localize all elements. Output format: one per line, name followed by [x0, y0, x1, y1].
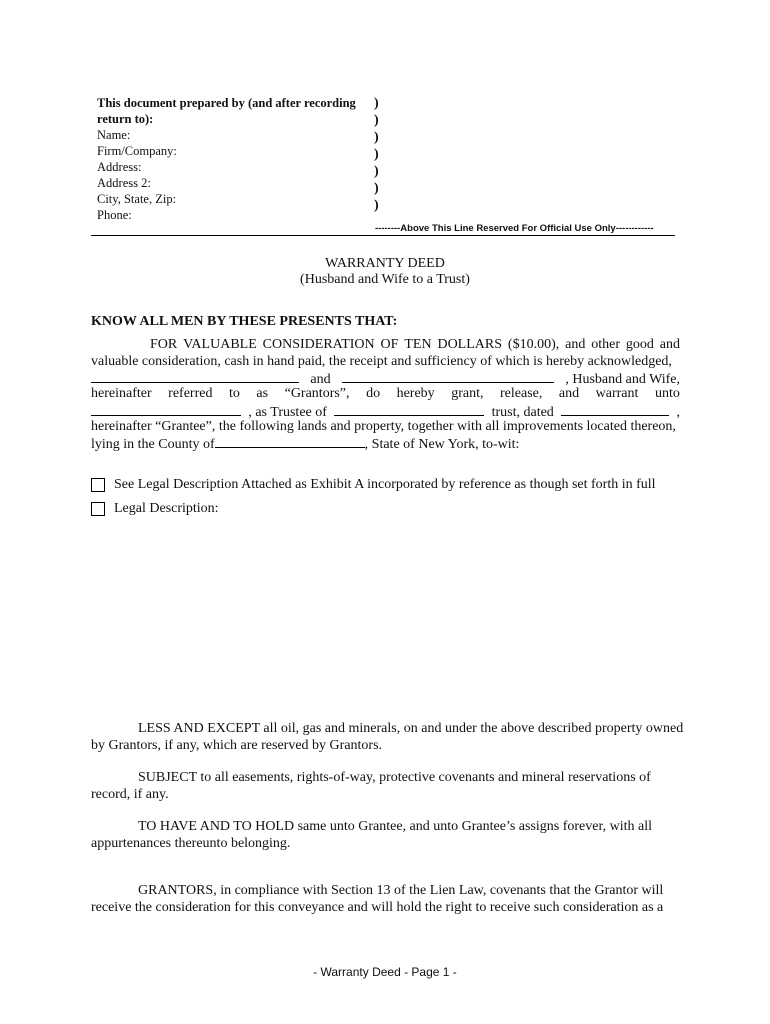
checkbox-row-legal-description: [91, 501, 219, 517]
word: CONSIDERATION: [262, 337, 375, 352]
prepared-by-line1: This document prepared by (and after recording: [97, 96, 356, 110]
document-title: WARRANTY DEED: [325, 256, 445, 271]
exhibit-a-label: See Legal Description Attached as Exhibit A incorporated by reference as though set forth in full: [114, 477, 656, 492]
paren: ): [374, 113, 379, 128]
word: and: [310, 372, 331, 387]
word: VALUABLE: [183, 337, 257, 352]
word: grant,: [451, 386, 484, 401]
paren: ): [374, 198, 379, 213]
consideration-line-4: [91, 386, 680, 402]
field-city-state-zip: City, State, Zip:: [97, 192, 177, 206]
word: as: [256, 386, 269, 401]
consideration-line-2: valuable consideration, cash in hand paid, the receipt and sufficiency of which is hereby acknowledged,: [91, 354, 672, 369]
husband-and-wife-text: , Husband and Wife,: [565, 372, 680, 387]
word: and: [565, 337, 586, 352]
subject-line-1: SUBJECT to all easements, rights-of-way, protective covenants and mineral reservations of: [138, 770, 651, 785]
field-phone: Phone:: [97, 208, 132, 222]
consideration-line-1: [150, 337, 680, 353]
word: hereby: [396, 386, 435, 401]
field-address: Address:: [97, 160, 142, 174]
word: warrant: [595, 386, 639, 401]
county-label: lying in the County of: [91, 437, 215, 452]
exhibit-a-checkbox[interactable]: [91, 478, 105, 492]
legal-description-checkbox[interactable]: [91, 502, 105, 516]
checkbox-row-exhibit-a: [91, 477, 656, 493]
header-divider: [91, 235, 675, 236]
to-have-line-1: TO HAVE AND TO HOLD same unto Grantee, and unto Grantee’s assigns forever, with all: [138, 819, 652, 834]
paren: ): [374, 147, 379, 162]
field-address2: Address 2:: [97, 176, 151, 190]
prepared-by-block: [97, 95, 377, 223]
word: FOR: [150, 337, 178, 352]
word: referred: [168, 386, 213, 401]
paren: ): [374, 130, 379, 145]
legal-description-label: Legal Description:: [114, 501, 219, 516]
footer-label: - Warranty Deed -: [313, 965, 412, 979]
word: and: [659, 337, 680, 352]
to-have-line-2: appurtenances thereunto belonging.: [91, 836, 291, 851]
comma: ,: [676, 405, 680, 420]
paren: ): [374, 96, 379, 111]
page-number: Page 1: [411, 965, 450, 979]
field-firm: Firm/Company:: [97, 144, 177, 158]
word: TEN: [404, 337, 432, 352]
paren-column: [374, 95, 379, 214]
reserved-line: --------Above This Line Reserved For Official Use Only------------: [375, 223, 654, 234]
word: release,: [500, 386, 543, 401]
word: do: [366, 386, 381, 401]
word: good: [625, 337, 654, 352]
prepared-by-line2: return to):: [97, 112, 154, 126]
grantors-line-1: GRANTORS, in compliance with Section 13 of the Lien Law, covenants that the Grantor will: [138, 883, 664, 898]
field-name: Name:: [97, 128, 131, 142]
paren: ): [374, 164, 379, 179]
word: unto: [654, 386, 680, 401]
grantors-line-2: receive the consideration for this conveyance and will hold the right to receive such consideration as a: [91, 900, 664, 915]
trustee-name-blank[interactable]: [91, 403, 241, 416]
trust-dated-text: trust, dated: [491, 405, 554, 420]
consideration-line-7: [91, 435, 519, 453]
word: other: [591, 337, 620, 352]
county-blank[interactable]: [215, 435, 365, 448]
subject-line-2: record, if any.: [91, 787, 169, 802]
word: “Grantors”,: [284, 386, 350, 401]
word: hereinafter: [91, 386, 152, 401]
less-except-line-1: LESS AND EXCEPT all oil, gas and minerals, on and under the above described property owned: [138, 721, 684, 736]
state-text: , State of New York, to-wit:: [364, 437, 520, 452]
trust-date-blank[interactable]: [561, 403, 669, 416]
word: DOLLARS: [437, 337, 503, 352]
document-subtitle: (Husband and Wife to a Trust): [300, 272, 470, 287]
intro-heading: KNOW ALL MEN BY THESE PRESENTS THAT:: [91, 314, 398, 329]
word: ($10.00),: [507, 337, 560, 352]
consideration-line-6: hereinafter “Grantee”, the following lands and property, together with all improvements located thereon,: [91, 419, 676, 434]
paren: ): [374, 181, 379, 196]
word: OF: [380, 337, 399, 352]
grantor-2-blank[interactable]: [342, 370, 554, 383]
trust-name-blank[interactable]: [334, 403, 484, 416]
word: and: [558, 386, 580, 401]
as-trustee-text: , as Trustee of: [248, 405, 327, 420]
word: to: [228, 386, 240, 401]
footer-suffix: -: [449, 965, 457, 979]
less-except-line-2: by Grantors, if any, which are reserved by Grantors.: [91, 738, 383, 753]
grantor-1-blank[interactable]: [91, 370, 299, 383]
page-footer: [0, 965, 770, 979]
